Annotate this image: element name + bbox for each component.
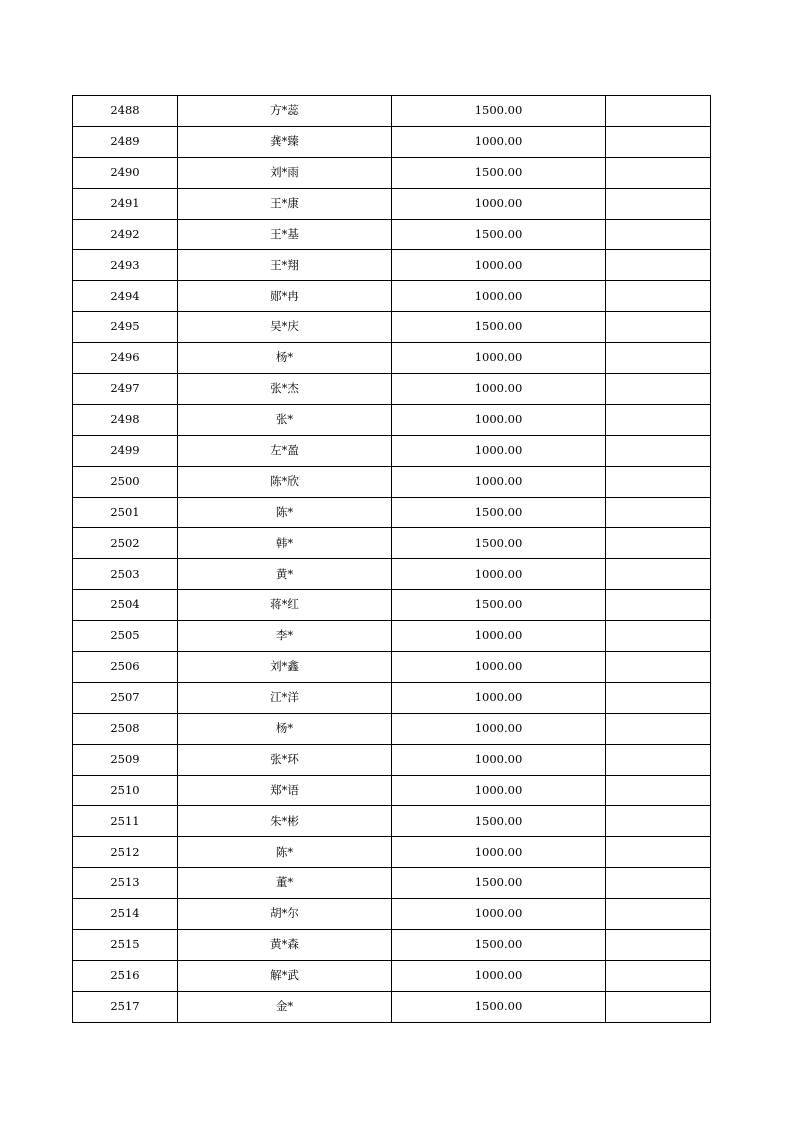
row-number-cell: 2511 [73,806,178,837]
table-row [73,312,711,343]
table-row [73,960,711,991]
table-row [73,250,711,281]
name-cell: 董* [178,868,392,899]
amount-cell: 1000.00 [392,281,606,312]
amount-cell: 1000.00 [392,559,606,590]
name-cell: 金* [178,991,392,1022]
note-cell [606,806,711,837]
row-number-cell: 2509 [73,744,178,775]
name-cell: 杨* [178,343,392,374]
table-row [73,281,711,312]
row-number-cell: 2513 [73,868,178,899]
row-number-cell: 2506 [73,652,178,683]
row-number-cell: 2504 [73,590,178,621]
amount-cell: 1000.00 [392,435,606,466]
table-row [73,590,711,621]
table-row [73,621,711,652]
name-cell: 王*康 [178,188,392,219]
name-cell: 方*蕊 [178,96,392,127]
row-number-cell: 2497 [73,374,178,405]
name-cell: 刘*鑫 [178,652,392,683]
note-cell [606,497,711,528]
table-row [73,219,711,250]
row-number-cell: 2507 [73,682,178,713]
name-cell: 黄*森 [178,930,392,961]
row-number-cell: 2488 [73,96,178,127]
amount-cell: 1000.00 [392,374,606,405]
row-number-cell: 2500 [73,466,178,497]
name-cell: 陈* [178,837,392,868]
note-cell [606,991,711,1022]
name-cell: 张* [178,404,392,435]
row-number-cell: 2498 [73,404,178,435]
table-row [73,868,711,899]
table-row [73,343,711,374]
row-number-cell: 2495 [73,312,178,343]
name-cell: 郑*语 [178,775,392,806]
note-cell [606,775,711,806]
table-row [73,528,711,559]
amount-cell: 1500.00 [392,219,606,250]
amount-cell: 1500.00 [392,497,606,528]
note-cell [606,219,711,250]
note-cell [606,744,711,775]
row-number-cell: 2489 [73,126,178,157]
amount-cell: 1500.00 [392,590,606,621]
note-cell [606,559,711,590]
amount-cell: 1500.00 [392,991,606,1022]
table-row [73,96,711,127]
name-cell: 李* [178,621,392,652]
name-cell: 王*基 [178,219,392,250]
amount-cell: 1000.00 [392,775,606,806]
note-cell [606,652,711,683]
note-cell [606,868,711,899]
table-row [73,466,711,497]
table-row [73,930,711,961]
note-cell [606,837,711,868]
amount-cell: 1000.00 [392,682,606,713]
table-row [73,404,711,435]
note-cell [606,528,711,559]
amount-cell: 1500.00 [392,157,606,188]
table-row [73,682,711,713]
name-cell: 蒋*红 [178,590,392,621]
amount-cell: 1000.00 [392,744,606,775]
name-cell: 张*环 [178,744,392,775]
note-cell [606,126,711,157]
note-cell [606,960,711,991]
name-cell: 杨* [178,713,392,744]
table-row [73,497,711,528]
table-row [73,991,711,1022]
table-row [73,775,711,806]
row-number-cell: 2516 [73,960,178,991]
amount-cell: 1000.00 [392,621,606,652]
table-row [73,744,711,775]
name-cell: 陈*欣 [178,466,392,497]
amount-cell: 1000.00 [392,960,606,991]
amount-cell: 1500.00 [392,930,606,961]
name-cell: 陈* [178,497,392,528]
name-cell: 刘*雨 [178,157,392,188]
table-row [73,435,711,466]
amount-cell: 1500.00 [392,528,606,559]
name-cell: 左*盈 [178,435,392,466]
note-cell [606,96,711,127]
row-number-cell: 2491 [73,188,178,219]
table-row [73,188,711,219]
note-cell [606,312,711,343]
amount-cell: 1500.00 [392,312,606,343]
row-number-cell: 2510 [73,775,178,806]
name-cell: 龚*臻 [178,126,392,157]
note-cell [606,188,711,219]
row-number-cell: 2508 [73,713,178,744]
row-number-cell: 2517 [73,991,178,1022]
table-row [73,713,711,744]
row-number-cell: 2503 [73,559,178,590]
amount-cell: 1500.00 [392,868,606,899]
table-row [73,126,711,157]
note-cell [606,466,711,497]
amount-cell: 1000.00 [392,404,606,435]
row-number-cell: 2505 [73,621,178,652]
amount-cell: 1000.00 [392,343,606,374]
table-row [73,652,711,683]
note-cell [606,281,711,312]
row-number-cell: 2493 [73,250,178,281]
name-cell: 郧*冉 [178,281,392,312]
name-cell: 张*杰 [178,374,392,405]
note-cell [606,250,711,281]
amount-cell: 1000.00 [392,250,606,281]
amount-cell: 1000.00 [392,837,606,868]
name-cell: 黄* [178,559,392,590]
note-cell [606,930,711,961]
table-row [73,374,711,405]
amount-cell: 1500.00 [392,96,606,127]
table-body [73,96,711,1023]
note-cell [606,374,711,405]
row-number-cell: 2496 [73,343,178,374]
note-cell [606,404,711,435]
data-table [72,95,711,1023]
amount-cell: 1000.00 [392,713,606,744]
amount-cell: 1500.00 [392,806,606,837]
row-number-cell: 2492 [73,219,178,250]
note-cell [606,682,711,713]
note-cell [606,621,711,652]
name-cell: 解*武 [178,960,392,991]
note-cell [606,157,711,188]
row-number-cell: 2490 [73,157,178,188]
row-number-cell: 2512 [73,837,178,868]
row-number-cell: 2499 [73,435,178,466]
row-number-cell: 2514 [73,899,178,930]
amount-cell: 1000.00 [392,652,606,683]
table-row [73,899,711,930]
row-number-cell: 2494 [73,281,178,312]
amount-cell: 1000.00 [392,126,606,157]
note-cell [606,343,711,374]
table-row [73,806,711,837]
amount-cell: 1000.00 [392,188,606,219]
name-cell: 王*翔 [178,250,392,281]
table-row [73,559,711,590]
name-cell: 江*洋 [178,682,392,713]
note-cell [606,435,711,466]
note-cell [606,713,711,744]
row-number-cell: 2501 [73,497,178,528]
row-number-cell: 2515 [73,930,178,961]
name-cell: 吴*庆 [178,312,392,343]
row-number-cell: 2502 [73,528,178,559]
name-cell: 朱*彬 [178,806,392,837]
table-row [73,837,711,868]
table-row [73,157,711,188]
name-cell: 胡*尔 [178,899,392,930]
amount-cell: 1000.00 [392,466,606,497]
amount-cell: 1000.00 [392,899,606,930]
name-cell: 韩* [178,528,392,559]
note-cell [606,590,711,621]
note-cell [606,899,711,930]
